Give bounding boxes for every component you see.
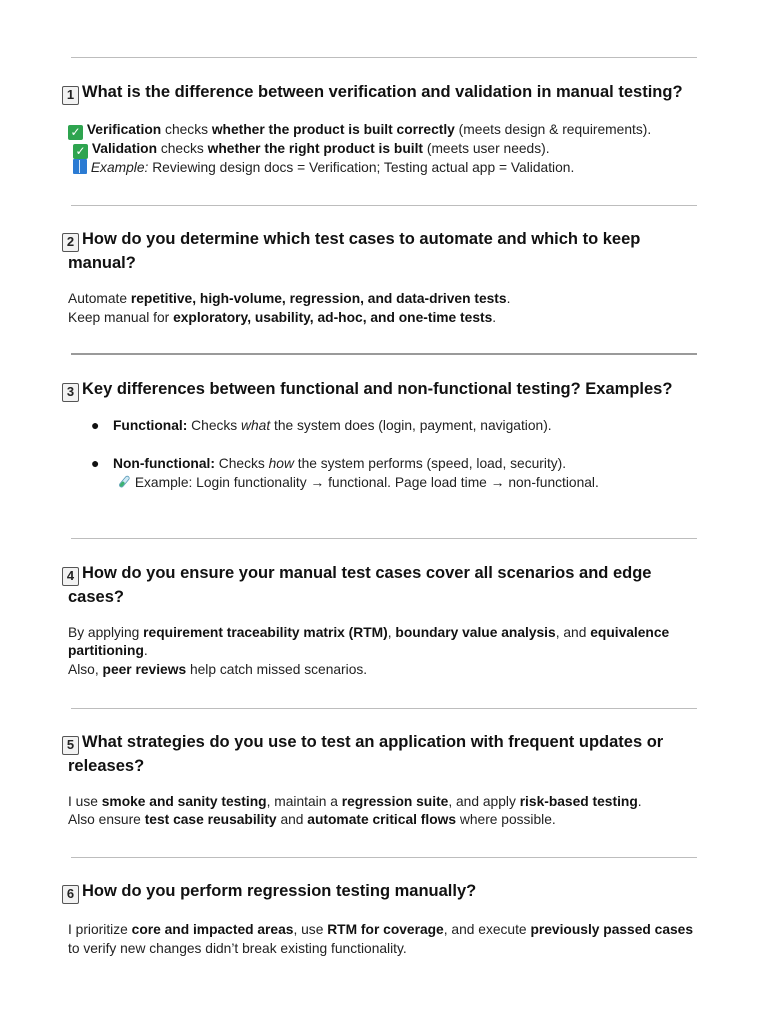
question-4-heading bbox=[62, 562, 702, 609]
question-title-line-2: manual? bbox=[68, 254, 136, 272]
divider bbox=[71, 353, 697, 355]
text: , and execute bbox=[443, 922, 531, 937]
question-title-line-2: releases? bbox=[68, 757, 145, 775]
text: , and apply bbox=[448, 794, 520, 809]
answer-4-line-2 bbox=[68, 641, 708, 660]
bold-text: risk-based testing bbox=[519, 794, 638, 809]
italic-text: what bbox=[241, 418, 271, 433]
question-3-heading bbox=[62, 378, 702, 402]
text: help catch missed scenarios. bbox=[186, 662, 368, 677]
number-badge-3: 3 bbox=[62, 383, 79, 402]
blue-book-icon bbox=[73, 159, 87, 174]
divider bbox=[71, 857, 697, 858]
question-6-heading bbox=[62, 880, 702, 904]
text: , use bbox=[293, 922, 328, 937]
list-item-non-functional bbox=[113, 454, 713, 473]
bold-text: regression suite bbox=[341, 794, 449, 809]
text: where possible. bbox=[456, 812, 556, 827]
bold-text: automate critical flows bbox=[307, 812, 457, 827]
answer-4-line-1 bbox=[68, 623, 708, 642]
term-verification: Verification bbox=[86, 122, 162, 137]
question-title: Key differences between functional and non-functional testing? Examples? bbox=[82, 380, 673, 398]
bold-text: partitioning bbox=[68, 643, 144, 658]
bold-text: requirement traceability matrix (RTM) bbox=[143, 625, 388, 640]
text: Example: Login functionality → functional. Page load time → non-functional. bbox=[131, 475, 599, 490]
example-line bbox=[117, 473, 717, 492]
question-5-heading bbox=[62, 731, 702, 778]
question-title-line-1: How do you determine which test cases to automate and which to keep bbox=[82, 230, 641, 248]
bold-text: RTM for coverage bbox=[327, 922, 444, 937]
question-title: How do you perform regression testing manually? bbox=[82, 882, 477, 900]
test-tube-icon bbox=[117, 475, 131, 489]
divider bbox=[71, 708, 697, 709]
divider bbox=[71, 205, 697, 206]
bullet: ● bbox=[91, 417, 100, 433]
text: . bbox=[506, 291, 511, 306]
text: Also ensure bbox=[68, 812, 145, 827]
text: , maintain a bbox=[266, 794, 342, 809]
question-title-line-2: cases? bbox=[68, 588, 124, 606]
answer-1-line-3 bbox=[73, 158, 713, 177]
text: Automate bbox=[68, 291, 131, 306]
bold-text: whether the product is built correctly bbox=[211, 122, 455, 137]
answer-5-line-2 bbox=[68, 810, 708, 829]
bold-text: boundary value analysis bbox=[395, 625, 556, 640]
text: Checks bbox=[187, 418, 242, 433]
term-validation: Validation bbox=[91, 141, 158, 156]
text: and bbox=[276, 812, 308, 827]
answer-6-line-2 bbox=[68, 939, 708, 958]
number-badge-2: 2 bbox=[62, 233, 79, 252]
number-badge-1: 1 bbox=[62, 86, 79, 105]
text: (meets design & requirements). bbox=[454, 122, 652, 137]
answer-2-line-2 bbox=[68, 308, 708, 327]
text: . bbox=[492, 310, 497, 325]
text: I use bbox=[68, 794, 102, 809]
text: checks bbox=[157, 141, 208, 156]
text: Also, bbox=[68, 662, 103, 677]
bold-text: equivalence bbox=[590, 625, 670, 640]
text: (meets user needs). bbox=[423, 141, 550, 156]
answer-6-line-1 bbox=[68, 920, 708, 939]
bold-text: peer reviews bbox=[102, 662, 187, 677]
answer-2-line-1 bbox=[68, 289, 708, 308]
text: Keep manual for bbox=[68, 310, 174, 325]
question-1-heading bbox=[62, 81, 702, 105]
text: , bbox=[387, 625, 396, 640]
list-item-functional bbox=[113, 416, 713, 435]
question-title: What is the difference between verification and validation in manual testing? bbox=[82, 83, 683, 101]
text: the system does (login, payment, navigation). bbox=[270, 418, 552, 433]
check-mark-icon: ✓ bbox=[73, 144, 88, 159]
question-2-heading bbox=[62, 228, 702, 275]
text: By applying bbox=[68, 625, 144, 640]
text: . bbox=[143, 643, 148, 658]
answer-1-line-1 bbox=[68, 120, 708, 140]
bold-text: previously passed cases bbox=[530, 922, 694, 937]
answer-5-line-1 bbox=[68, 792, 708, 811]
text: Reviewing design docs = Verification; Testing actual app = Validation. bbox=[148, 160, 575, 175]
text: to verify new changes didn’t break existing functionality. bbox=[68, 941, 407, 956]
text: the system performs (speed, load, security). bbox=[293, 456, 567, 471]
bold-text: exploratory, usability, ad-hoc, and one-time tests bbox=[173, 310, 493, 325]
text: Checks bbox=[214, 456, 269, 471]
bold-text: smoke and sanity testing bbox=[101, 794, 267, 809]
term-non-functional: Non-functional: bbox=[113, 456, 215, 471]
bold-text: repetitive, high-volume, regression, and data-driven tests bbox=[130, 291, 507, 306]
answer-4-line-3 bbox=[68, 660, 708, 679]
divider bbox=[71, 538, 697, 539]
bold-text: whether the right product is built bbox=[207, 141, 424, 156]
bullet: ● bbox=[91, 455, 100, 471]
bold-text: test case reusability bbox=[144, 812, 277, 827]
check-mark-icon: ✓ bbox=[68, 125, 83, 140]
text: . bbox=[637, 794, 642, 809]
example-label: Example: bbox=[90, 160, 149, 175]
italic-text: how bbox=[268, 456, 294, 471]
number-badge-4: 4 bbox=[62, 567, 79, 586]
text: , and bbox=[555, 625, 591, 640]
question-title-line-1: What strategies do you use to test an application with frequent updates or bbox=[82, 733, 664, 751]
number-badge-6: 6 bbox=[62, 885, 79, 904]
term-functional: Functional: bbox=[113, 418, 188, 433]
question-title-line-1: How do you ensure your manual test cases cover all scenarios and edge bbox=[82, 564, 652, 582]
text: checks bbox=[161, 122, 212, 137]
number-badge-5: 5 bbox=[62, 736, 79, 755]
answer-1-line-2 bbox=[73, 139, 713, 159]
bold-text: core and impacted areas bbox=[131, 922, 294, 937]
text: I prioritize bbox=[68, 922, 132, 937]
divider bbox=[71, 57, 697, 58]
